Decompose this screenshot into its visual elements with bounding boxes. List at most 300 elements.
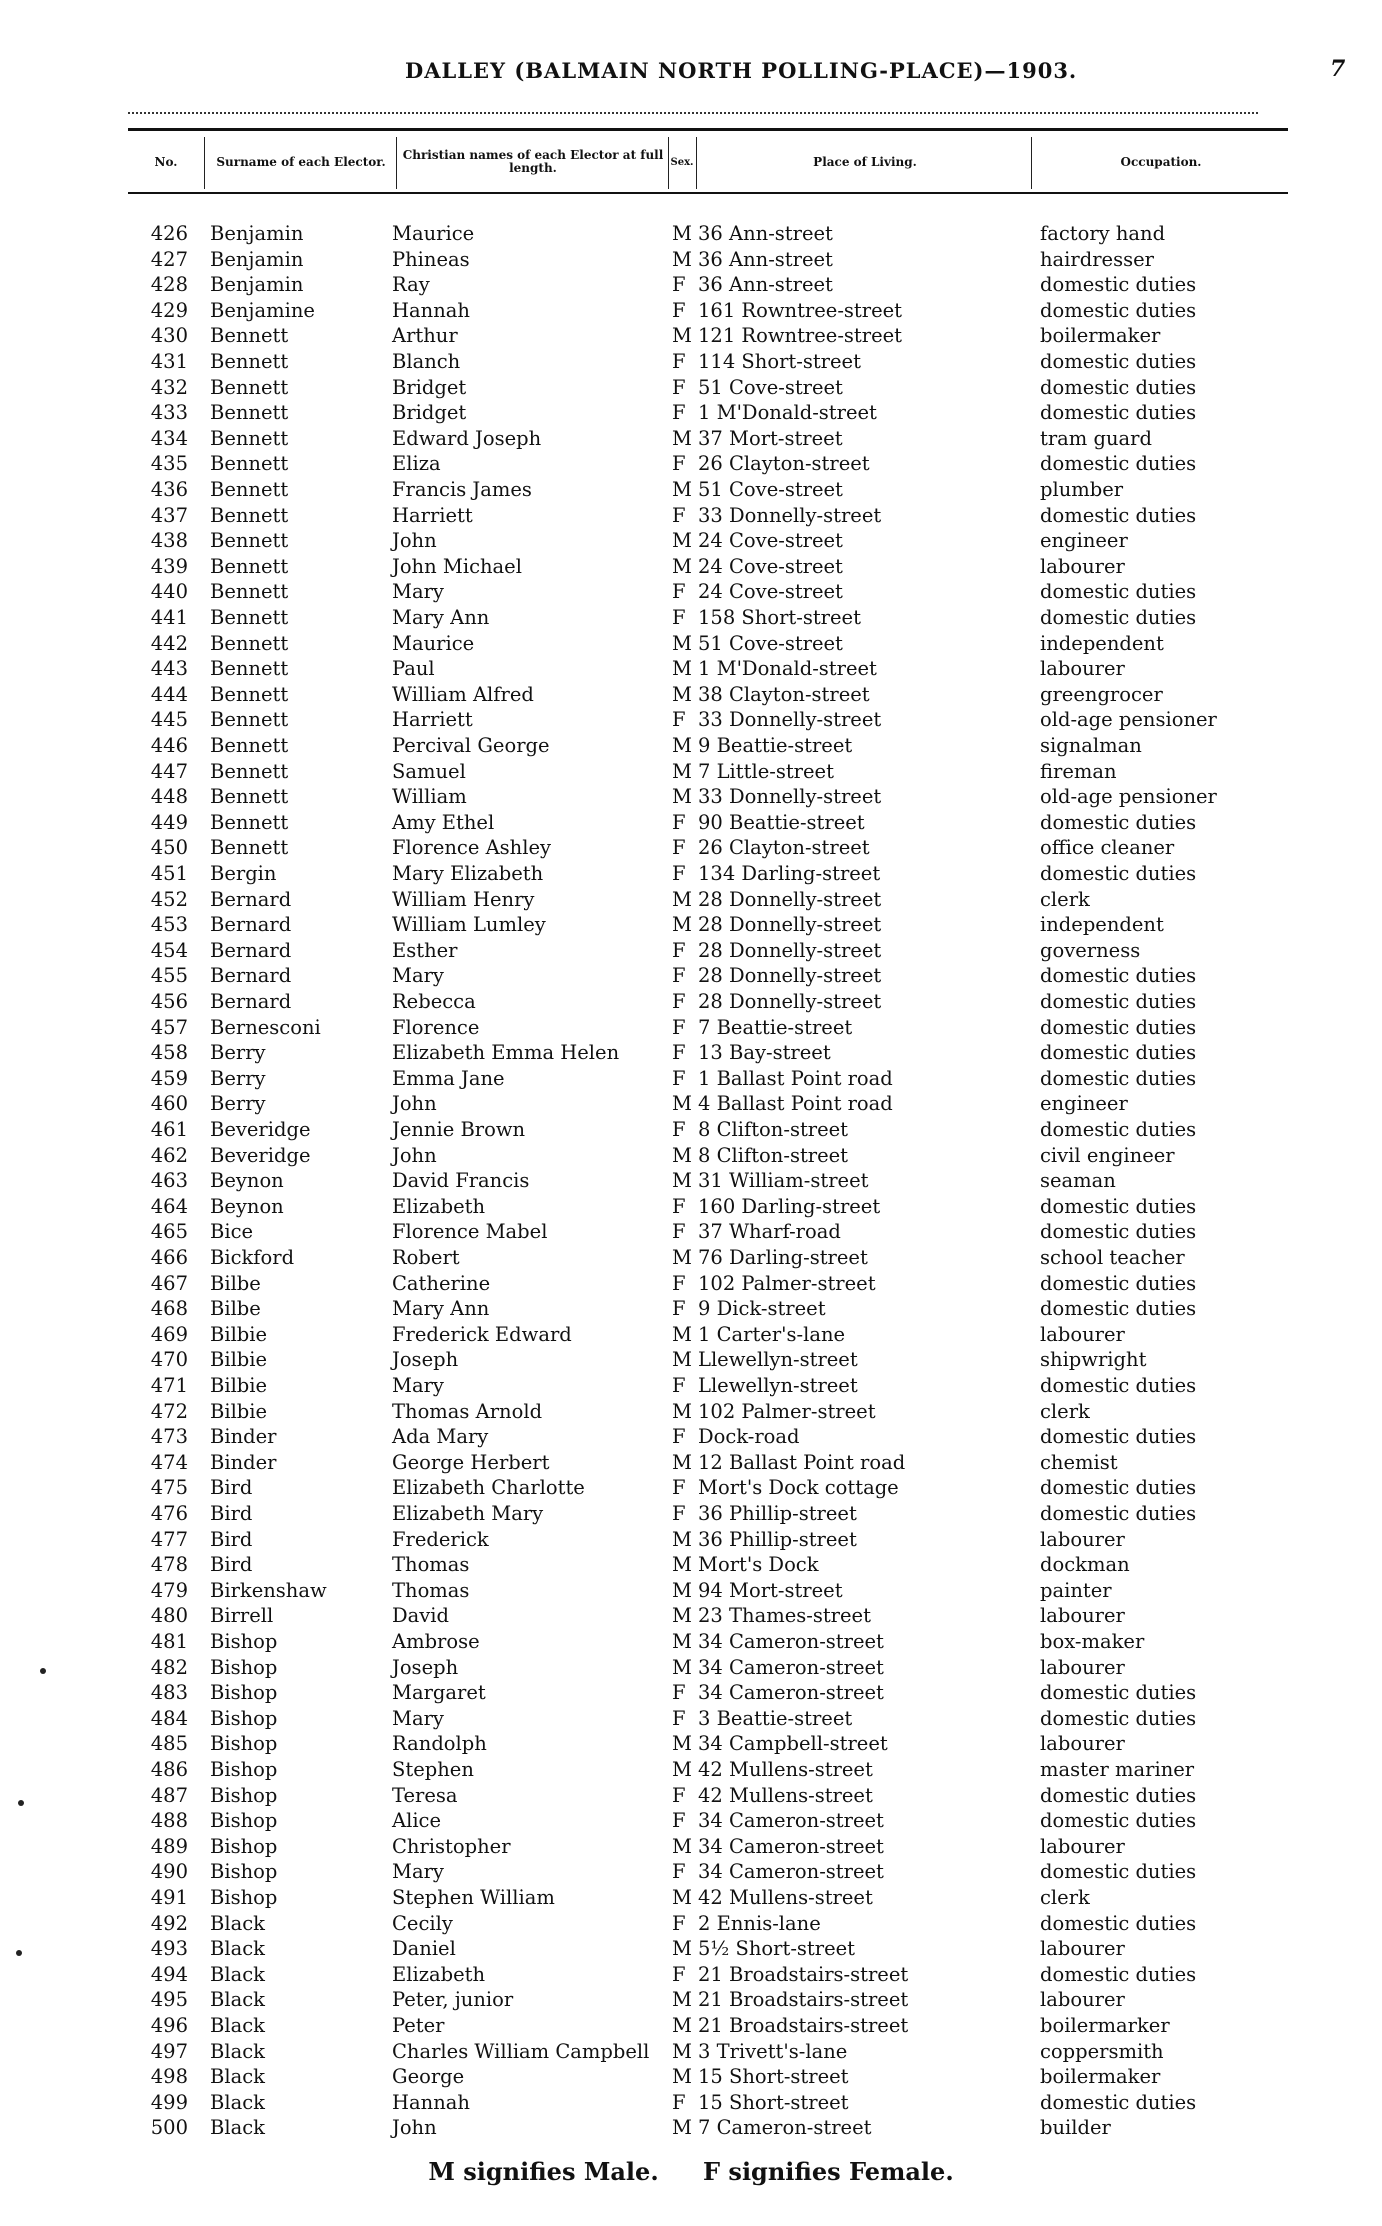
elector-address: 42 Mullens-street	[698, 1886, 873, 1909]
elector-surname: Bennett	[210, 708, 289, 732]
elector-sex: M	[672, 529, 692, 553]
elector-surname: Bilbe	[210, 1271, 261, 1295]
elector-surname: Bishop	[210, 1860, 278, 1884]
table-row	[0, 861, 1382, 887]
table-row	[0, 1322, 1382, 1348]
elector-christian-names: Eliza	[392, 452, 441, 476]
table-row	[0, 605, 1382, 631]
elector-surname: Bishop	[210, 1758, 278, 1781]
footer-legend	[0, 2157, 1382, 2186]
elector-occupation: domestic duties	[1040, 810, 1197, 834]
elector-sex: M	[672, 785, 692, 809]
elector-surname: Beynon	[210, 1194, 284, 1218]
elector-occupation: labourer	[1040, 1322, 1125, 1346]
elector-sex: F	[672, 1066, 686, 1090]
elector-surname: Black	[210, 2014, 265, 2037]
elector-address: 28 Donnelly-street	[698, 990, 882, 1013]
elector-sex: F	[672, 862, 686, 885]
elector-sex: F	[672, 1271, 686, 1295]
page-title: DALLEY (BALMAIN NORTH POLLING-PLACE)—1903.	[405, 58, 1078, 83]
elector-occupation: domestic duties	[1040, 1220, 1197, 1244]
elector-christian-names: Arthur	[392, 324, 458, 348]
column-header-sex: Sex.	[670, 156, 694, 168]
elector-christian-names: Mary Elizabeth	[392, 862, 544, 885]
elector-occupation: domestic duties	[1040, 1041, 1197, 1065]
elector-sex: M	[672, 1988, 692, 2012]
table-row	[0, 323, 1382, 349]
elector-sex: M	[672, 2014, 692, 2037]
elector-sex: M	[672, 1527, 692, 1551]
elector-address: 4 Ballast Point road	[698, 1092, 893, 1116]
elector-christian-names: Mary	[392, 1860, 444, 1884]
elector-number: 485	[150, 1732, 188, 1756]
table-row	[0, 1808, 1382, 1834]
elector-sex: M	[672, 478, 692, 501]
elector-surname: Bilbie	[210, 1399, 268, 1423]
elector-surname: Bishop	[210, 1834, 278, 1858]
elector-christian-names: Elizabeth Mary	[392, 1502, 544, 1525]
elector-address: 9 Beattie-street	[698, 734, 853, 757]
elector-number: 457	[150, 1015, 188, 1039]
elector-sex: F	[672, 606, 686, 629]
elector-address: 51 Cove-street	[698, 478, 843, 501]
table-row	[0, 963, 1382, 989]
table-row	[0, 1347, 1382, 1373]
elector-number: 429	[150, 298, 188, 322]
elector-sex: F	[672, 375, 686, 399]
elector-surname: Bilbie	[210, 1374, 268, 1397]
elector-number: 484	[150, 1706, 188, 1730]
elector-number: 469	[150, 1322, 188, 1346]
elector-christian-names: Thomas Arnold	[392, 1399, 543, 1423]
elector-surname: Black	[210, 2090, 265, 2114]
elector-number: 480	[150, 1604, 188, 1628]
elector-number: 428	[150, 273, 188, 297]
elector-number: 498	[150, 2065, 188, 2089]
elector-address: 36 Phillip-street	[698, 1527, 857, 1551]
elector-christian-names: Thomas	[392, 1578, 470, 1602]
elector-address: 76 Darling-street	[698, 1246, 868, 1269]
elector-surname: Bishop	[210, 1655, 278, 1679]
table-row	[0, 2039, 1382, 2065]
elector-occupation: domestic duties	[1040, 1911, 1197, 1935]
elector-surname: Bernard	[210, 990, 292, 1013]
elector-christian-names: Ray	[392, 273, 430, 297]
elector-christian-names: George Herbert	[392, 1450, 550, 1474]
elector-surname: Bennett	[210, 580, 289, 604]
elector-sex: F	[672, 273, 686, 297]
elector-christian-names: David Francis	[392, 1169, 530, 1193]
elector-occupation: domestic duties	[1040, 452, 1197, 476]
table-row	[0, 1219, 1382, 1245]
elector-occupation: labourer	[1040, 1527, 1125, 1551]
table-row	[0, 1194, 1382, 1220]
table-row	[0, 1527, 1382, 1553]
table-row	[0, 1143, 1382, 1169]
elector-occupation: domestic duties	[1040, 1502, 1197, 1525]
elector-occupation: chemist	[1040, 1450, 1118, 1474]
elector-occupation: labourer	[1040, 1732, 1125, 1756]
elector-sex: M	[672, 1553, 692, 1577]
elector-christian-names: Francis James	[392, 478, 532, 501]
elector-number: 478	[150, 1553, 188, 1577]
elector-christian-names: Joseph	[392, 1348, 459, 1372]
elector-christian-names: Harriett	[392, 503, 473, 527]
elector-surname: Bennett	[210, 452, 289, 476]
table-row	[0, 1655, 1382, 1681]
elector-sex: M	[672, 1758, 692, 1781]
elector-number: 446	[150, 734, 188, 757]
table-row	[0, 1731, 1382, 1757]
elector-number: 453	[150, 913, 188, 937]
elector-occupation: civil engineer	[1040, 1143, 1175, 1167]
elector-christian-names: Elizabeth Charlotte	[392, 1476, 585, 1500]
elector-address: 34 Cameron-street	[698, 1834, 884, 1858]
table-row	[0, 1706, 1382, 1732]
elector-occupation: independent	[1040, 913, 1164, 937]
elector-surname: Berry	[210, 1066, 266, 1090]
elector-christian-names: Teresa	[392, 1783, 458, 1807]
elector-surname: Bennett	[210, 657, 289, 681]
elector-number: 463	[150, 1169, 188, 1193]
table-row	[0, 426, 1382, 452]
elector-christian-names: Bridget	[392, 375, 467, 399]
elector-sex: M	[672, 1630, 692, 1653]
elector-occupation: domestic duties	[1040, 350, 1197, 373]
table-row	[0, 247, 1382, 273]
elector-occupation: labourer	[1040, 1655, 1125, 1679]
elector-number: 477	[150, 1527, 188, 1551]
column-divider	[396, 137, 397, 189]
elector-surname: Black	[210, 1962, 265, 1986]
elector-address: 3 Trivett's-lane	[698, 2039, 848, 2063]
elector-sex: F	[672, 1860, 686, 1884]
elector-christian-names: Phineas	[392, 247, 470, 271]
elector-christian-names: John Michael	[392, 554, 522, 578]
elector-surname: Binder	[210, 1425, 277, 1449]
elector-christian-names: Harriett	[392, 708, 473, 732]
ink-smudge	[16, 1950, 22, 1956]
elector-christian-names: Edward Joseph	[392, 426, 542, 450]
table-row	[0, 272, 1382, 298]
elector-occupation: domestic duties	[1040, 1066, 1197, 1090]
elector-occupation: domestic duties	[1040, 1681, 1197, 1705]
elector-surname: Bennett	[210, 401, 289, 425]
elector-christian-names: Percival George	[392, 734, 550, 757]
elector-surname: Bennett	[210, 734, 289, 757]
elector-surname: Bennett	[210, 529, 289, 553]
elector-christian-names: Esther	[392, 938, 458, 962]
elector-surname: Bishop	[210, 1630, 278, 1653]
elector-christian-names: Peter	[392, 2014, 445, 2037]
elector-sex: F	[672, 1476, 686, 1500]
header-top-rule	[128, 128, 1288, 131]
elector-number: 499	[150, 2090, 188, 2114]
elector-surname: Bilbie	[210, 1322, 268, 1346]
elector-occupation: plumber	[1040, 478, 1124, 501]
elector-sex: F	[672, 1425, 686, 1449]
elector-address: 12 Ballast Point road	[698, 1450, 906, 1474]
elector-number: 445	[150, 708, 188, 732]
elector-number: 482	[150, 1655, 188, 1679]
elector-occupation: domestic duties	[1040, 375, 1197, 399]
elector-sex: M	[672, 1937, 692, 1961]
elector-address: 94 Mort-street	[698, 1578, 843, 1602]
elector-number: 460	[150, 1092, 188, 1116]
table-row	[0, 1373, 1382, 1399]
elector-occupation: domestic duties	[1040, 1962, 1197, 1986]
table-row	[0, 1091, 1382, 1117]
table-row	[0, 528, 1382, 554]
elector-occupation: builder	[1040, 2116, 1111, 2140]
table-row	[0, 1117, 1382, 1143]
elector-occupation: dockman	[1040, 1553, 1130, 1577]
elector-address: 21 Broadstairs-street	[698, 1962, 909, 1986]
elector-address: 15 Short-street	[698, 2065, 849, 2089]
elector-address: 160 Darling-street	[698, 1194, 881, 1218]
elector-occupation: domestic duties	[1040, 1271, 1197, 1295]
dotted-rule	[128, 112, 1258, 114]
elector-christian-names: Ambrose	[392, 1630, 480, 1653]
elector-christian-names: Paul	[392, 657, 435, 681]
elector-christian-names: Cecily	[392, 1911, 453, 1935]
table-row	[0, 912, 1382, 938]
elector-surname: Benjamin	[210, 222, 304, 245]
elector-surname: Bennett	[210, 836, 289, 860]
elector-surname: Black	[210, 2039, 265, 2063]
elector-surname: Bilbe	[210, 1297, 261, 1321]
elector-surname: Bennett	[210, 606, 289, 629]
ink-smudge	[40, 1668, 46, 1674]
elector-number: 461	[150, 1118, 188, 1141]
elector-number: 437	[150, 503, 188, 527]
elector-sex: F	[672, 810, 686, 834]
elector-number: 430	[150, 324, 188, 348]
elector-christian-names: John	[392, 529, 437, 553]
elector-christian-names: Mary	[392, 580, 444, 604]
elector-sex: F	[672, 990, 686, 1013]
elector-surname: Beynon	[210, 1169, 284, 1193]
table-row	[0, 733, 1382, 759]
elector-address: 3 Beattie-street	[698, 1706, 853, 1730]
elector-sex: F	[672, 350, 686, 373]
elector-occupation: coppersmith	[1040, 2039, 1164, 2063]
elector-sex: F	[672, 452, 686, 476]
elector-surname: Bergin	[210, 862, 277, 885]
table-row	[0, 1859, 1382, 1885]
elector-number: 474	[150, 1450, 188, 1474]
elector-sex: F	[672, 503, 686, 527]
elector-address: Llewellyn-street	[698, 1348, 858, 1372]
elector-number: 448	[150, 785, 188, 809]
elector-christian-names: Robert	[392, 1246, 460, 1269]
elector-sex: M	[672, 1604, 692, 1628]
elector-christian-names: William Lumley	[392, 913, 546, 937]
elector-address: 5½ Short-street	[698, 1937, 855, 1961]
elector-address: 28 Donnelly-street	[698, 887, 882, 911]
elector-christian-names: Ada Mary	[392, 1425, 489, 1449]
elector-occupation: domestic duties	[1040, 401, 1197, 425]
elector-surname: Bird	[210, 1502, 253, 1525]
elector-surname: Beveridge	[210, 1118, 311, 1141]
elector-sex: F	[672, 1041, 686, 1065]
elector-surname: Binder	[210, 1450, 277, 1474]
elector-christian-names: Daniel	[392, 1937, 456, 1961]
elector-number: 432	[150, 375, 188, 399]
elector-christian-names: Catherine	[392, 1271, 491, 1295]
elector-address: 37 Mort-street	[698, 426, 843, 450]
elector-address: 7 Cameron-street	[698, 2116, 872, 2140]
elector-sex: F	[672, 1681, 686, 1705]
table-row	[0, 938, 1382, 964]
elector-occupation: domestic duties	[1040, 1809, 1197, 1833]
table-row	[0, 1936, 1382, 1962]
elector-address: 28 Donnelly-street	[698, 964, 882, 988]
elector-number: 435	[150, 452, 188, 476]
elector-address: 1 M'Donald-street	[698, 401, 877, 425]
elector-address: 33 Donnelly-street	[698, 708, 882, 732]
elector-occupation: greengrocer	[1040, 682, 1163, 706]
elector-surname: Bernard	[210, 887, 292, 911]
elector-surname: Bird	[210, 1527, 253, 1551]
elector-surname: Bennett	[210, 554, 289, 578]
elector-number: 470	[150, 1348, 188, 1372]
elector-address: 2 Ennis-lane	[698, 1911, 821, 1935]
elector-number: 436	[150, 478, 188, 501]
table-row	[0, 477, 1382, 503]
elector-address: 24 Cove-street	[698, 529, 843, 553]
elector-number: 494	[150, 1962, 188, 1986]
elector-surname: Bennett	[210, 350, 289, 373]
elector-surname: Bernard	[210, 938, 292, 962]
elector-occupation: domestic duties	[1040, 862, 1197, 885]
table-row	[0, 759, 1382, 785]
table-row	[0, 221, 1382, 247]
elector-number: 462	[150, 1143, 188, 1167]
elector-number: 441	[150, 606, 188, 629]
table-row	[0, 349, 1382, 375]
elector-address: 37 Wharf-road	[698, 1220, 841, 1244]
elector-address: 158 Short-street	[698, 606, 861, 629]
elector-address: 21 Broadstairs-street	[698, 2014, 909, 2037]
elector-sex: M	[672, 1655, 692, 1679]
elector-sex: F	[672, 298, 686, 322]
male-legend: M signifies Male.	[428, 2157, 659, 2186]
elector-address: 33 Donnelly-street	[698, 785, 882, 809]
elector-surname: Bird	[210, 1553, 253, 1577]
elector-number: 493	[150, 1937, 188, 1961]
elector-address: 51 Cove-street	[698, 375, 843, 399]
elector-occupation: domestic duties	[1040, 503, 1197, 527]
elector-number: 442	[150, 631, 188, 655]
elector-number: 473	[150, 1425, 188, 1449]
elector-surname: Bernard	[210, 964, 292, 988]
table-row	[0, 2090, 1382, 2116]
elector-number: 496	[150, 2014, 188, 2037]
column-header-christian-names: Christian names of each Elector at full length.	[402, 148, 664, 175]
elector-sex: F	[672, 580, 686, 604]
elector-surname: Beveridge	[210, 1143, 311, 1167]
elector-christian-names: Samuel	[392, 759, 466, 783]
elector-christian-names: Margaret	[392, 1681, 486, 1705]
elector-occupation: seaman	[1040, 1169, 1116, 1193]
elector-address: 1 Ballast Point road	[698, 1066, 893, 1090]
elector-number: 440	[150, 580, 188, 604]
elector-address: 121 Rowntree-street	[698, 324, 902, 348]
column-divider	[204, 137, 205, 189]
elector-occupation: domestic duties	[1040, 298, 1197, 322]
elector-christian-names: Alice	[392, 1809, 442, 1833]
elector-number: 444	[150, 682, 188, 706]
elector-sex: M	[672, 1322, 692, 1346]
table-row	[0, 1578, 1382, 1604]
elector-occupation: fireman	[1040, 759, 1117, 783]
elector-christian-names: William Henry	[392, 887, 535, 911]
elector-sex: M	[672, 1732, 692, 1756]
elector-sex: M	[672, 1450, 692, 1474]
elector-occupation: domestic duties	[1040, 1860, 1197, 1884]
elector-sex: F	[672, 1962, 686, 1986]
elector-number: 479	[150, 1578, 188, 1602]
elector-sex: M	[672, 247, 692, 271]
elector-sex: M	[672, 2116, 692, 2140]
elector-christian-names: Mary Ann	[392, 606, 490, 629]
table-row	[0, 1680, 1382, 1706]
elector-number: 431	[150, 350, 188, 373]
elector-number: 468	[150, 1297, 188, 1321]
elector-occupation: domestic duties	[1040, 606, 1197, 629]
elector-christian-names: Maurice	[392, 222, 475, 245]
elector-number: 456	[150, 990, 188, 1013]
elector-christian-names: Joseph	[392, 1655, 459, 1679]
elector-christian-names: Elizabeth Emma Helen	[392, 1041, 620, 1065]
elector-sex: F	[672, 1911, 686, 1935]
elector-number: 439	[150, 554, 188, 578]
elector-surname: Bennett	[210, 785, 289, 809]
elector-sex: M	[672, 426, 692, 450]
elector-occupation: domestic duties	[1040, 273, 1197, 297]
elector-sex: F	[672, 1194, 686, 1218]
elector-occupation: old-age pensioner	[1040, 785, 1217, 809]
elector-number: 449	[150, 810, 188, 834]
elector-occupation: engineer	[1040, 529, 1128, 553]
elector-address: 102 Palmer-street	[698, 1271, 876, 1295]
table-row	[0, 2115, 1382, 2141]
elector-number: 426	[150, 222, 188, 245]
elector-number: 458	[150, 1041, 188, 1065]
table-row	[0, 2013, 1382, 2039]
table-row	[0, 1603, 1382, 1629]
elector-number: 476	[150, 1502, 188, 1525]
elector-sex: F	[672, 836, 686, 860]
elector-surname: Black	[210, 1911, 265, 1935]
elector-number: 486	[150, 1758, 188, 1781]
elector-occupation: domestic duties	[1040, 2090, 1197, 2114]
elector-number: 500	[150, 2116, 188, 2140]
elector-christian-names: David	[392, 1604, 449, 1628]
table-row	[0, 375, 1382, 401]
elector-occupation: box-maker	[1040, 1630, 1145, 1653]
elector-surname: Bishop	[210, 1886, 278, 1909]
table-row	[0, 1015, 1382, 1041]
elector-address: 33 Donnelly-street	[698, 503, 882, 527]
elector-surname: Bennett	[210, 503, 289, 527]
elector-address: 13 Bay-street	[698, 1041, 831, 1065]
elector-surname: Bishop	[210, 1732, 278, 1756]
elector-surname: Bennett	[210, 682, 289, 706]
elector-sex: F	[672, 1706, 686, 1730]
header-bottom-rule	[128, 192, 1288, 194]
